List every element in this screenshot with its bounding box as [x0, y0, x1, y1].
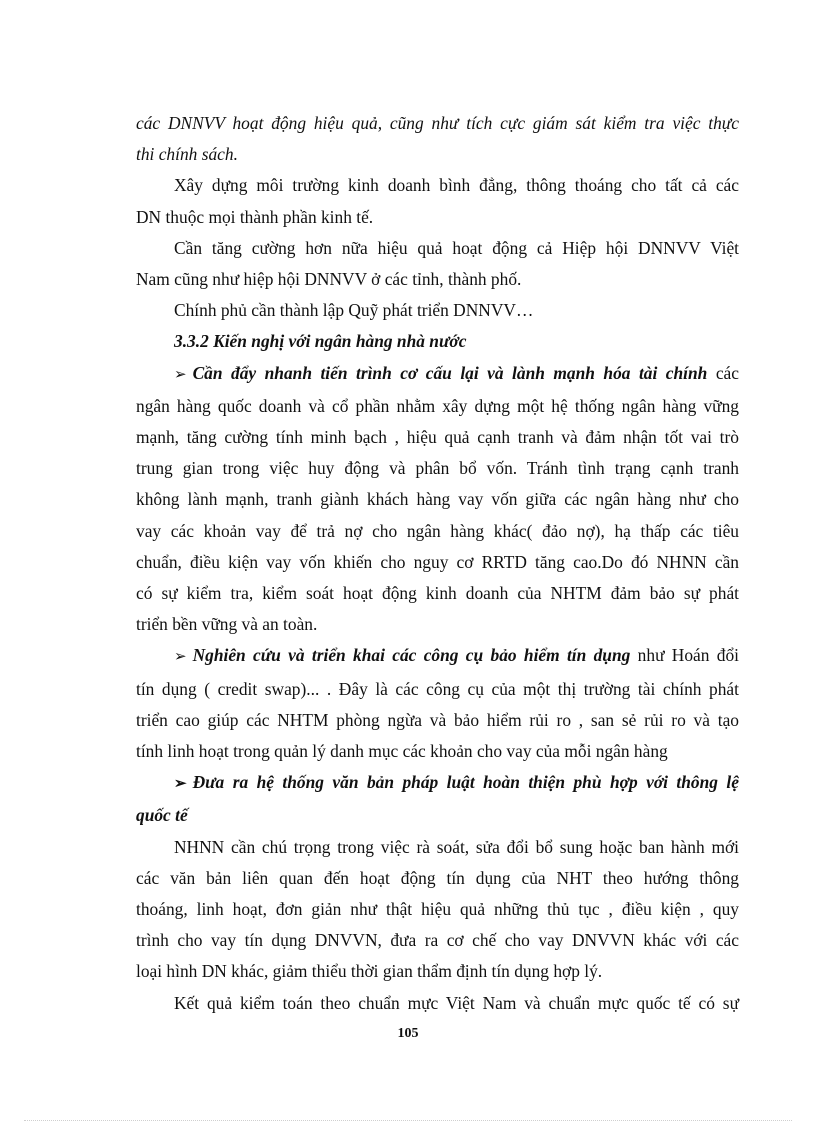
bullet-credit-insurance: [136, 640, 739, 767]
text-line: có sự kiểm tra, kiểm soát hoạt động kinh doanh của NHTM đảm bảo sự phát: [136, 583, 739, 604]
text-line: thoáng, linh hoạt, đơn giản như thật hiệu quả những thủ tục , điều kiện , quy: [136, 899, 739, 920]
paragraph-audit: [136, 988, 739, 1019]
bullet-title-rest: các: [707, 362, 739, 383]
text-line: Kết quả kiểm toán theo chuẩn mực Việt Nam và chuẩn mực quốc tế có sự: [174, 992, 739, 1013]
heading-text: 3.3.2 Kiến nghị với ngân hàng nhà nước: [174, 331, 467, 352]
text-line: tín dụng ( credit swap)... . Đây là các công cụ của một thị trường tài chính phát: [136, 678, 739, 699]
bullet-restructuring: [136, 358, 739, 641]
bullet-legal-framework: [136, 767, 739, 831]
text-line: các văn bản liên quan đến hoạt động tín dụng của NHT theo hướng thông: [136, 867, 739, 888]
text-line: Nam cũng như hiệp hội DNNVV ở các tỉnh, thành phố.: [136, 269, 522, 290]
bullet-title-rest: như Hoán đổi: [630, 645, 740, 666]
text-line: vay các khoản vay để trả nợ cho ngân hàng khác( đảo nợ), hạ thấp các tiêu: [136, 520, 739, 541]
page-bottom-rule: [24, 1120, 792, 1121]
text-line: loại hình DN khác, giảm thiểu thời gian thẩm định tín dụng hợp lý.: [136, 961, 603, 982]
bullet-title: Nghiên cứu và triển khai các công cụ bảo hiểm tín dụng: [192, 645, 631, 666]
page-number: 105: [397, 1026, 419, 1041]
bullet-title: Đưa ra hệ thống văn bản pháp luật hoàn thiện phù hợp với thông lệ: [192, 772, 739, 793]
section-heading: [136, 326, 739, 357]
text-line: chuẩn, điều kiện vay vốn khiến cho nguy cơ RRTD tăng cao.Do đó NHNN cần: [136, 551, 739, 572]
text-line: Cần tăng cường hơn nữa hiệu quả hoạt động cả Hiệp hội DNNVV Việt: [174, 237, 739, 258]
text-line: DN thuộc mọi thành phần kinh tế.: [136, 206, 374, 227]
text-line: triển cao giúp các NHTM phòng ngừa và bảo hiểm rủi ro , san sẻ rủi ro và tạo: [136, 709, 739, 730]
bullet-title-continuation: quốc tế: [136, 805, 188, 826]
paragraph-sbv-review: [136, 832, 739, 988]
text-line: NHNN cần chú trọng trong việc rà soát, sửa đổi bổ sung hoặc ban hành mới: [174, 836, 739, 857]
arrow-bullet-icon: ➢: [174, 776, 187, 793]
text-line: Xây dựng môi trường kinh doanh bình đẳng, thông thoáng cho tất cả các: [174, 175, 739, 196]
text-line: Chính phủ cần thành lập Quỹ phát triển DNNVV…: [174, 300, 534, 321]
text-line: trung gian trong việc huy động và phân bổ vốn. Tránh tình trạng cạnh tranh: [136, 458, 739, 479]
text-line: ngân hàng quốc doanh và cổ phần nhằm xây dựng một hệ thống ngân hàng vững: [136, 395, 739, 416]
text-line: các DNNVV hoạt động hiệu quả, cũng như tích cực giám sát kiểm tra việc thực: [136, 113, 739, 133]
bullet-first-line: [136, 640, 739, 673]
arrow-bullet-icon: ➢: [174, 649, 187, 666]
bullet-first-line: [136, 358, 739, 391]
paragraph-association: [136, 233, 739, 295]
text-line: thi chính sách.: [136, 144, 238, 165]
text-line: không lành mạnh, tranh giành khách hàng vay vốn giữa các ngân hàng như cho: [136, 489, 739, 510]
paragraph-business-environment: [136, 170, 739, 232]
text-line: tính linh hoạt trong quản lý danh mục các khoản cho vay của mỗi ngân hàng: [136, 741, 668, 762]
text-line: mạnh, tăng cường tính minh bạch , hiệu quả cạnh tranh và đảm nhận tốt vai trò: [136, 427, 739, 448]
bullet-first-line: [136, 767, 739, 800]
text-line: triển bền vững và an toàn.: [136, 614, 318, 635]
paragraph-continuation: [136, 108, 739, 170]
text-line: trình cho vay tín dụng DNVVN, đưa ra cơ chế cho vay DNVVN khác với các: [136, 930, 739, 951]
bullet-title: Cần đẩy nhanh tiến trình cơ cấu lại và lành mạnh hóa tài chính: [192, 362, 708, 383]
body-text: [136, 108, 739, 1019]
paragraph-development-fund: [136, 295, 739, 326]
arrow-bullet-icon: ➢: [174, 366, 187, 383]
